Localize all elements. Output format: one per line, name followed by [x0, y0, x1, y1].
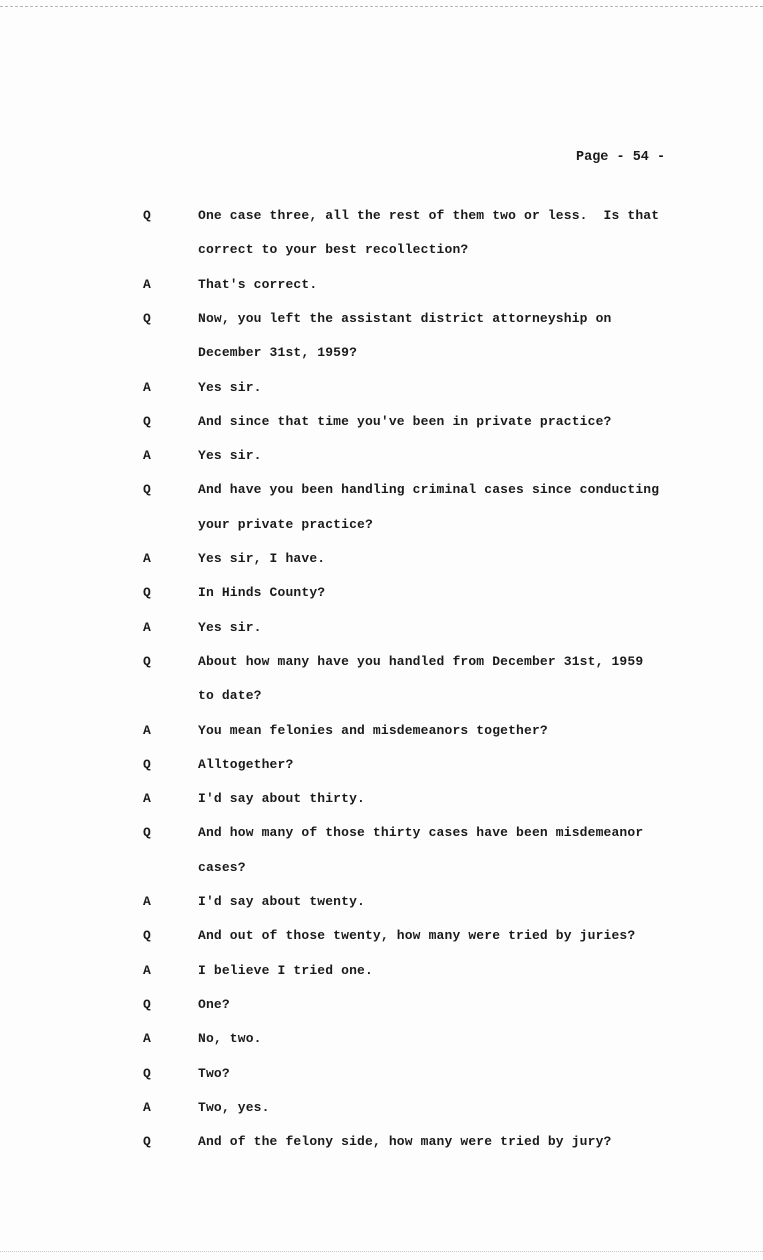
transcript-line: [0, 791, 763, 811]
transcript-line: [0, 551, 763, 571]
speaker-question-marker: Q: [143, 208, 151, 223]
speaker-answer-marker: A: [143, 551, 151, 566]
transcript-text: Yes sir, I have.: [198, 551, 326, 566]
transcript-text: In Hinds County?: [198, 585, 326, 601]
transcript-line: [0, 482, 763, 502]
transcript-line: [0, 723, 763, 743]
speaker-answer-marker: A: [143, 962, 151, 978]
transcript-line: [0, 654, 763, 674]
speaker-question-marker: Q: [143, 928, 151, 944]
transcript-line: [0, 242, 763, 262]
transcript-line: [0, 414, 763, 434]
transcript-line: [0, 963, 763, 983]
page-bottom-edge: [0, 1251, 763, 1260]
speaker-answer-marker: A: [143, 791, 151, 807]
transcript-line: [0, 380, 763, 400]
transcript-line: [0, 585, 763, 605]
transcript-line: [0, 620, 763, 640]
transcript-line: [0, 928, 763, 948]
transcript-text: Alltogether?: [198, 756, 294, 772]
speaker-answer-marker: A: [143, 1031, 151, 1047]
speaker-question-marker: Q: [143, 756, 151, 772]
transcript-line: [0, 277, 763, 297]
speaker-answer-marker: A: [143, 448, 151, 464]
speaker-answer-marker: A: [143, 619, 151, 635]
speaker-question-marker: Q: [143, 1065, 151, 1081]
transcript-text: Yes sir.: [198, 619, 262, 635]
speaker-question-marker: Q: [143, 1134, 151, 1150]
transcript-text: Now, you left the assistant district attorneyship on: [198, 310, 612, 326]
transcript-text: December 31st, 1959?: [198, 345, 358, 361]
transcript-text: Yes sir.: [198, 379, 262, 395]
page-number: Page - 54 -: [576, 150, 666, 165]
transcript-line: [0, 757, 763, 777]
transcript-text: One?: [198, 996, 230, 1012]
transcript-line: [0, 997, 763, 1017]
transcript-text: to date?: [198, 688, 262, 704]
transcript-line: [0, 1066, 763, 1086]
transcript-line: [0, 1031, 763, 1051]
transcript-text: No, two.: [198, 1031, 262, 1047]
transcript-text: Yes sir.: [198, 448, 262, 464]
speaker-answer-marker: A: [143, 894, 151, 909]
transcript-line: [0, 311, 763, 331]
transcript-text: And since that time you've been in private practice?: [198, 413, 612, 429]
transcript-line: [0, 1134, 763, 1154]
page-top-edge: [0, 0, 763, 7]
transcript-text: I'd say about twenty.: [198, 894, 365, 909]
transcript-text: your private practice?: [198, 516, 373, 532]
transcript-text: And have you been handling criminal cases since conducting: [198, 482, 660, 498]
transcript-text: And out of those twenty, how many were tried by juries?: [198, 928, 636, 944]
transcript-text: Two?: [198, 1065, 230, 1081]
transcript-text: Two, yes.: [198, 1099, 270, 1115]
transcript-text: cases?: [198, 859, 246, 875]
speaker-question-marker: Q: [143, 482, 151, 498]
transcript-text: And how many of those thirty cases have been misdemeanor: [198, 825, 644, 841]
speaker-question-marker: Q: [143, 996, 151, 1012]
transcript-text: And of the felony side, how many were tried by jury?: [198, 1134, 612, 1150]
transcript-line: [0, 894, 763, 914]
transcript-text: You mean felonies and misdemeanors together?: [198, 722, 548, 738]
transcript-line: [0, 860, 763, 880]
transcript-line: [0, 517, 763, 537]
speaker-answer-marker: A: [143, 379, 151, 395]
transcript-line: [0, 345, 763, 365]
transcript-line: [0, 208, 763, 228]
transcript-line: [0, 688, 763, 708]
transcript-line: [0, 825, 763, 845]
speaker-question-marker: Q: [143, 653, 151, 669]
speaker-question-marker: Q: [143, 413, 151, 429]
transcript-text: I'd say about thirty.: [198, 791, 365, 807]
speaker-answer-marker: A: [143, 276, 151, 292]
speaker-question-marker: Q: [143, 585, 151, 601]
transcript-text: That's correct.: [198, 276, 318, 292]
speaker-question-marker: Q: [143, 310, 151, 326]
transcript-line: [0, 1100, 763, 1120]
transcript-line: [0, 448, 763, 468]
speaker-answer-marker: A: [143, 1099, 151, 1115]
speaker-answer-marker: A: [143, 722, 151, 738]
transcript-text: correct to your best recollection?: [198, 242, 469, 258]
transcript-text: One case three, all the rest of them two or less. Is that: [198, 208, 660, 223]
speaker-question-marker: Q: [143, 825, 151, 841]
transcript-text: I believe I tried one.: [198, 962, 373, 978]
transcript-text: About how many have you handled from December 31st, 1959: [198, 653, 644, 669]
